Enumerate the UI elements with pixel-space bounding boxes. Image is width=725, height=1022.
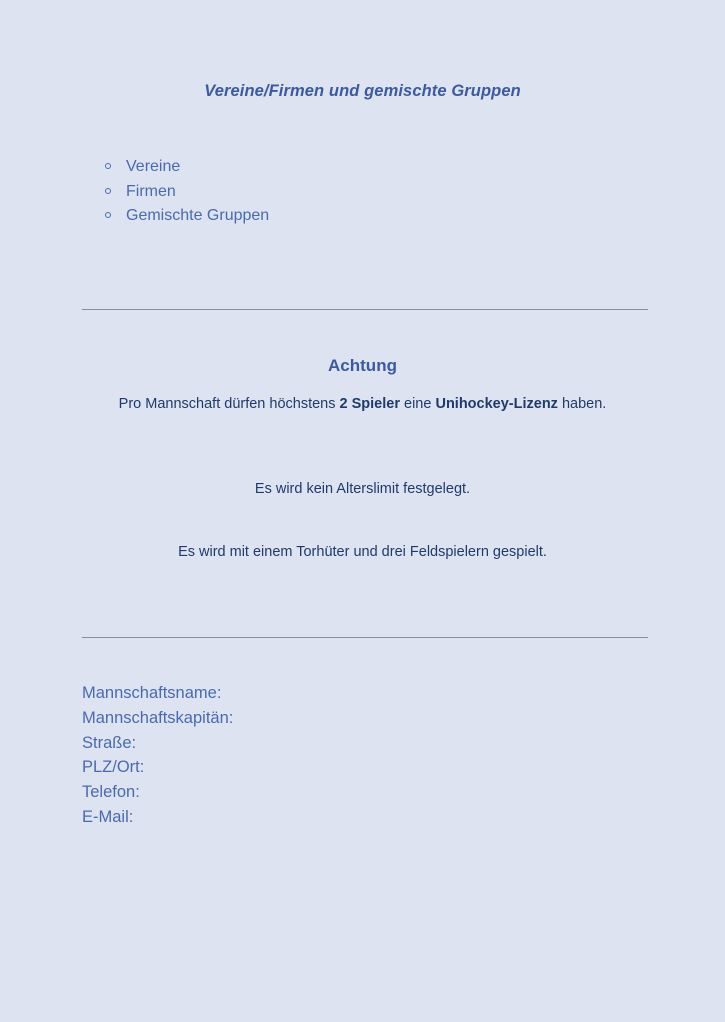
- list-item: [100, 204, 269, 229]
- list-item-label: Firmen: [126, 182, 176, 200]
- list-item: [100, 180, 269, 205]
- field-label-team-name: Mannschaftsname:: [82, 684, 222, 702]
- list-item-label: Gemischte Gruppen: [126, 207, 270, 224]
- horizontal-rule-top: [82, 309, 648, 310]
- notice-text-bold-1: 2 Spieler: [339, 396, 400, 412]
- field-label-postal-city: PLZ/Ort:: [82, 758, 145, 777]
- notice-paragraph-age: Es wird kein Alterslimit festgelegt.: [254, 481, 471, 497]
- field-label-phone: Telefon:: [82, 783, 140, 802]
- notice-heading: Achtung: [328, 356, 397, 375]
- notice-text-part-3: haben.: [557, 396, 607, 412]
- page-title: Vereine/Firmen und gemischte Gruppen: [204, 82, 521, 100]
- circle-bullet-icon: [105, 212, 111, 218]
- notice-text-part-2: eine: [399, 396, 436, 412]
- notice-paragraph-players: Es wird mit einem Torhüter und drei Feldspielern gespielt.: [178, 544, 547, 560]
- field-label-email: E-Mail:: [82, 807, 134, 826]
- notice-text-bold-2: Unihockey-Lizenz: [435, 396, 558, 412]
- list-item-label: Vereine: [126, 158, 181, 175]
- group-type-list: [100, 155, 269, 229]
- list-item: [100, 155, 269, 180]
- field-label-team-captain: Mannschaftskapitän:: [82, 708, 234, 727]
- circle-bullet-icon: [105, 188, 111, 194]
- team-details-form: [82, 681, 233, 830]
- circle-bullet-icon: [105, 163, 111, 169]
- field-label-street: Straße:: [82, 733, 137, 752]
- notice-paragraph-license: [60, 394, 665, 415]
- notice-text-part-1: Pro Mannschaft dürfen höchstens: [118, 396, 340, 412]
- horizontal-rule-bottom: [82, 637, 648, 638]
